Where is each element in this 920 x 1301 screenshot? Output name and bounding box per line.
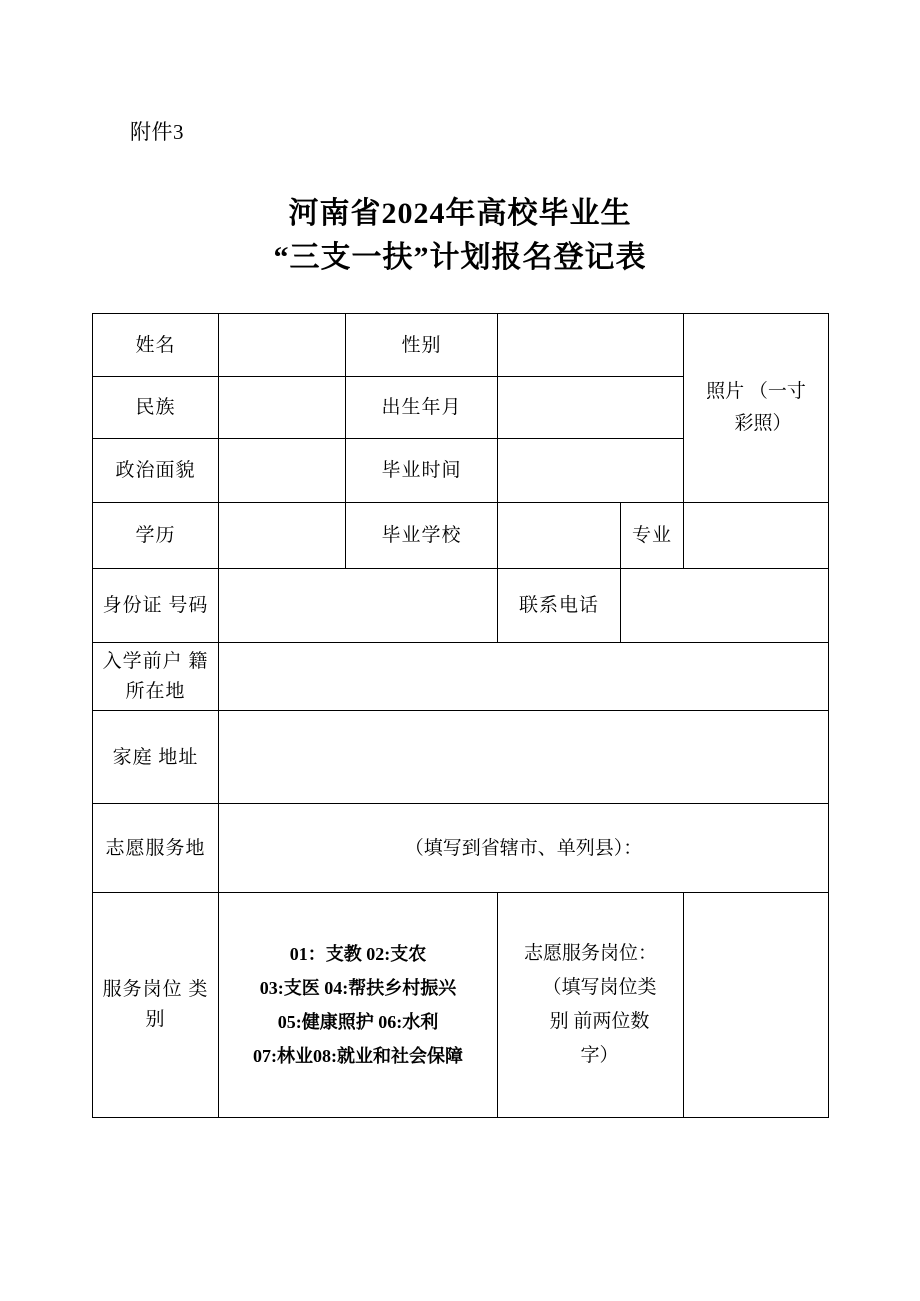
service-post-note-line: 志愿服务岗位：: [523, 943, 657, 964]
field-name[interactable]: [219, 314, 346, 377]
job-category-line: 07:林业08:就业和社会保障: [253, 1046, 463, 1066]
field-id-number[interactable]: [219, 569, 498, 643]
label-political-status: 政治面貌: [93, 439, 219, 503]
photo-placeholder: [684, 314, 829, 503]
label-phone: 联系电话: [498, 569, 621, 643]
service-post-note-line: 别 前两位数: [549, 1011, 650, 1032]
attachment-label: 附件3: [130, 120, 184, 144]
label-school: 毕业学校: [346, 503, 498, 569]
field-graduation-time[interactable]: [498, 439, 684, 503]
field-gender[interactable]: [498, 314, 684, 377]
label-name: 姓名: [93, 314, 219, 377]
table-row: [93, 711, 829, 804]
field-service-place[interactable]: （填写到省辖市、单列县）：: [219, 804, 829, 893]
table-row: [93, 569, 829, 643]
field-service-post[interactable]: [684, 893, 829, 1118]
registration-form-table: [92, 313, 829, 1118]
job-category-label-line-1: 服务岗位 类: [102, 979, 209, 1000]
job-category-list: [219, 893, 498, 1118]
household-label-line-2: 所在地: [125, 680, 186, 702]
field-major[interactable]: [684, 503, 829, 569]
label-service-place: 志愿服务地: [93, 804, 219, 893]
field-political-status[interactable]: [219, 439, 346, 503]
label-job-category: [93, 893, 219, 1118]
field-school[interactable]: [498, 503, 621, 569]
table-row: [93, 643, 829, 711]
table-row: [93, 804, 829, 893]
service-post-note-line: 字）: [580, 1045, 619, 1066]
field-education[interactable]: [219, 503, 346, 569]
label-household-place: [93, 643, 219, 711]
field-birth-date[interactable]: [498, 377, 684, 439]
field-household-place[interactable]: [219, 643, 829, 711]
label-birth-date: 出生年月: [346, 377, 498, 439]
label-major: 专业: [621, 503, 684, 569]
label-gender: 性别: [346, 314, 498, 377]
table-row: [93, 503, 829, 569]
table-row: [93, 314, 829, 377]
label-ethnicity: 民族: [93, 377, 219, 439]
field-ethnicity[interactable]: [219, 377, 346, 439]
job-category-label-line-2: 别: [145, 1009, 166, 1030]
title-line-1: 河南省2024年高校毕业生: [288, 197, 632, 230]
household-label-line-1: 入学前户 籍: [102, 650, 209, 672]
label-home-address: 家庭 地址: [93, 711, 219, 804]
photo-label-line-1: 照片 （一寸: [706, 381, 806, 402]
job-category-line: 01：支教 02:支农: [289, 944, 427, 964]
field-home-address[interactable]: [219, 711, 829, 804]
table-row: [93, 893, 829, 1118]
service-post-note: [498, 893, 684, 1118]
field-phone[interactable]: [621, 569, 829, 643]
title-line-2: “三支一扶”计划报名登记表: [273, 241, 647, 274]
label-education: 学历: [93, 503, 219, 569]
job-category-line: 03:支医 04:帮扶乡村振兴: [259, 978, 457, 998]
label-id-number: 身份证 号码: [93, 569, 219, 643]
job-category-line: 05:健康照护 06:水利: [277, 1012, 439, 1032]
page-title: [0, 192, 920, 280]
service-post-note-line: （填写岗位类: [542, 977, 657, 998]
photo-label-line-2: 彩照）: [734, 413, 792, 434]
label-graduation-time: 毕业时间: [346, 439, 498, 503]
